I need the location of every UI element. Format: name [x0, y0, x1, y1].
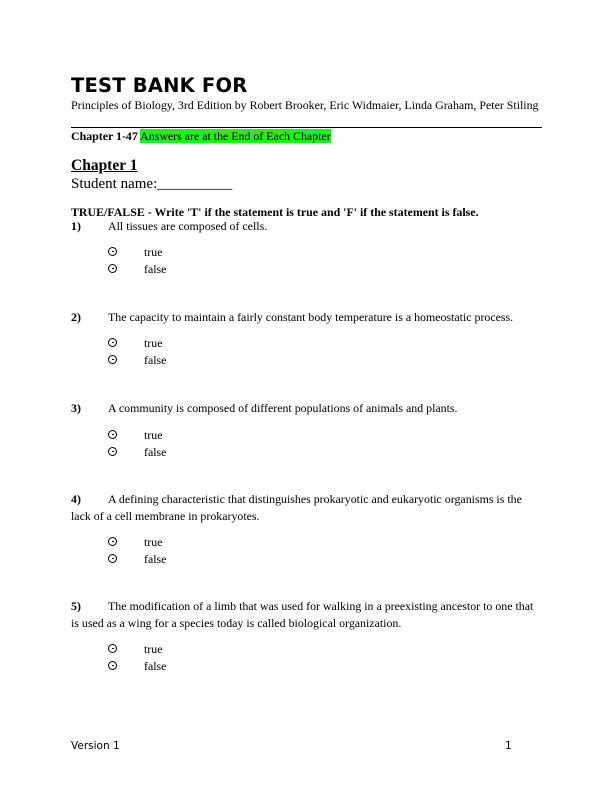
book-subtitle: Principles of Biology, 3rd Edition by Robert Brooker, Eric Widmaier, Linda Graham, Peter Stiling: [71, 98, 539, 112]
option-label: true: [144, 428, 163, 442]
radio-icon[interactable]: [108, 661, 117, 670]
option-label: false: [144, 445, 167, 459]
radio-icon[interactable]: [108, 554, 117, 563]
radio-icon[interactable]: [108, 430, 117, 439]
radio-icon[interactable]: [108, 264, 117, 273]
radio-icon[interactable]: [108, 447, 117, 456]
radio-icon[interactable]: [108, 247, 117, 256]
student-name-field: Student name:__________: [71, 176, 233, 192]
question-number: 2): [71, 310, 81, 324]
question: [71, 598, 543, 632]
header-divider: [71, 127, 542, 128]
document-title: TEST BANK FOR: [71, 74, 248, 97]
option-label: false: [144, 353, 167, 367]
question: [71, 491, 543, 525]
instructions: TRUE/FALSE - Write 'T' if the statement is true and 'F' if the statement is false.: [71, 205, 479, 219]
radio-icon[interactable]: [108, 644, 117, 653]
radio-icon[interactable]: [108, 338, 117, 347]
radio-icon[interactable]: [108, 537, 117, 546]
option-label: true: [144, 245, 163, 259]
question-text: The capacity to maintain a fairly constant body temperature is a homeostatic process.: [108, 310, 514, 324]
option-label: false: [144, 659, 167, 673]
question-text: The modification of a limb that was used for walking in a preexisting ancestor to one that is used as a wing for a species today is called biological organization.: [71, 599, 534, 630]
option-label: true: [144, 535, 163, 549]
question-text: A community is composed of different populations of animals and plants.: [108, 401, 458, 415]
question: [71, 309, 543, 326]
question-text: A defining characteristic that distinguishes prokaryotic and eukaryotic organisms is the lack of a cell membrane in prokaryotes.: [71, 492, 522, 523]
question-number: 3): [71, 401, 81, 415]
chapter-range: Chapter 1-47: [71, 129, 138, 143]
chapter-heading: Chapter 1: [71, 157, 138, 174]
question-number: 5): [71, 599, 81, 613]
radio-icon[interactable]: [108, 355, 117, 364]
question-text: All tissues are composed of cells.: [108, 219, 268, 233]
question: [71, 400, 543, 417]
option-label: false: [144, 552, 167, 566]
footer-version: Version 1: [71, 740, 120, 752]
chapter-range-line: [71, 129, 331, 143]
question-number: 1): [71, 219, 81, 233]
answers-note: Answers are at the End of Each Chapter: [140, 129, 331, 143]
question: [71, 218, 543, 235]
footer-page-number: 1: [505, 740, 512, 752]
option-label: true: [144, 336, 163, 350]
question-number: 4): [71, 492, 81, 506]
option-label: false: [144, 262, 167, 276]
option-label: true: [144, 642, 163, 656]
